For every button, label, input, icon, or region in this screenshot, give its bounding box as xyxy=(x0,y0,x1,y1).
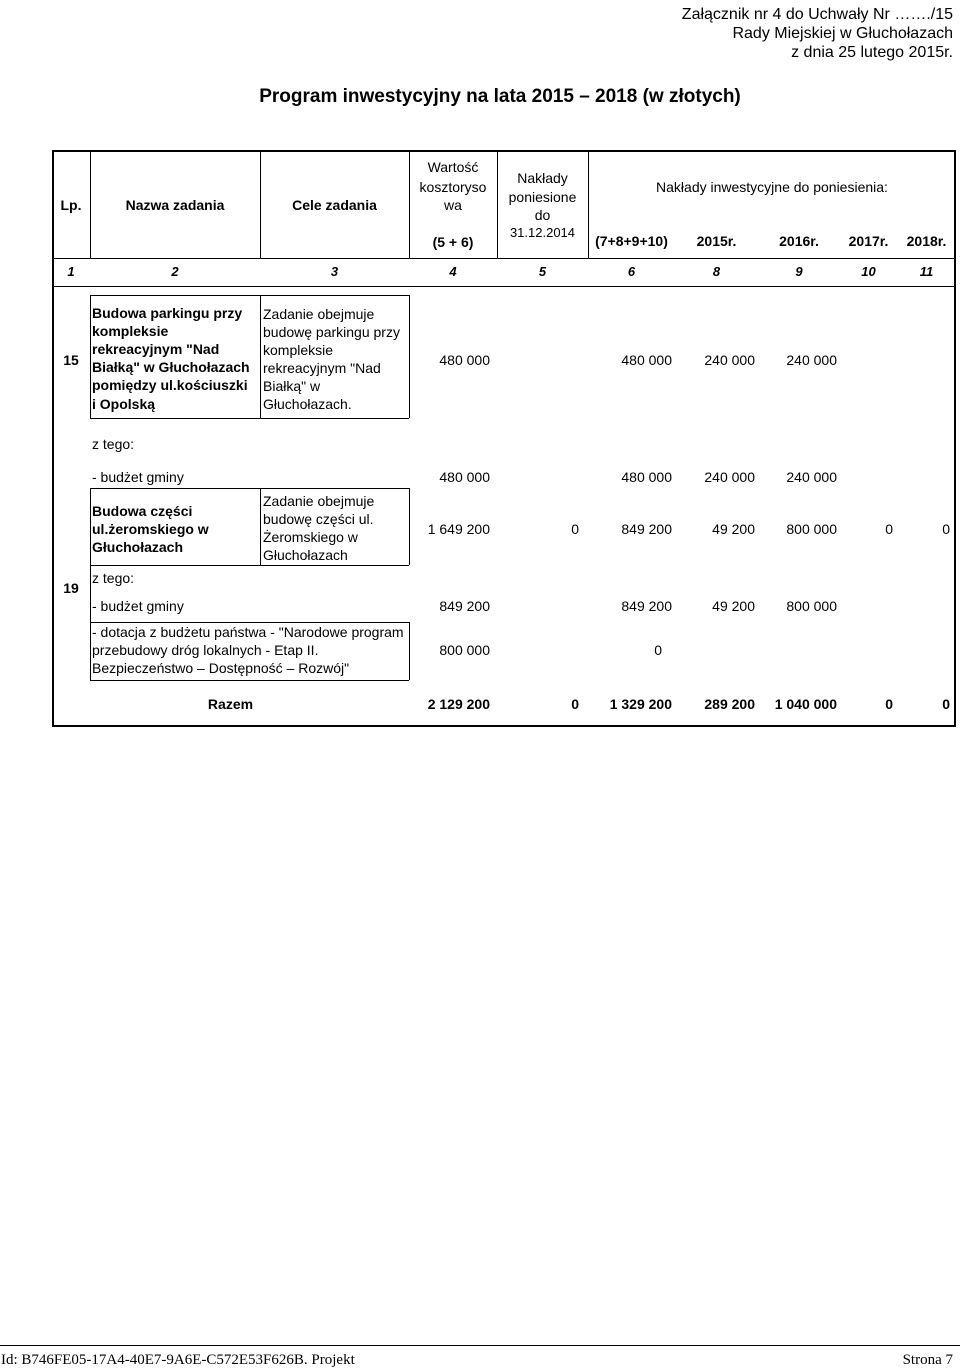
total-label: Razem xyxy=(207,696,254,712)
cell-divider xyxy=(409,488,410,565)
cell-year-2018: 0 xyxy=(942,521,950,537)
cell-year-2015: 240 000 xyxy=(704,469,755,485)
cell-sum: 0 xyxy=(654,642,662,658)
column-number: 5 xyxy=(538,264,547,279)
task-name-line: rekreacyjnym "Nad xyxy=(92,341,220,357)
total-year-2016: 1 040 000 xyxy=(774,696,837,712)
cell-year-2015: 49 200 xyxy=(712,521,755,537)
cell-estimated-value: 480 000 xyxy=(439,352,490,368)
column-number: 9 xyxy=(795,264,803,279)
task-name-line: Głuchołazach xyxy=(92,539,184,555)
task-goal-line: Głuchołazach. xyxy=(263,396,352,412)
cell-estimated-value: 849 200 xyxy=(439,598,490,614)
header-to-be-incurred: Nakłady inwestycyjne do poniesienia: xyxy=(656,179,888,195)
header-estimated-value-formula: (5 + 6) xyxy=(432,234,474,250)
task-goal-line: budowę części ul. xyxy=(263,511,374,527)
header-estimated-value: wa xyxy=(444,197,462,213)
cell-year-2016: 240 000 xyxy=(786,469,837,485)
cell-divider xyxy=(90,488,91,680)
header-incurred-date: 31.12.2014 xyxy=(509,225,576,240)
header-estimated-value: kosztoryso xyxy=(419,179,487,195)
header-lp: Lp. xyxy=(60,197,82,213)
breakdown-label: z tego: xyxy=(92,570,135,586)
header-incurred: Nakłady xyxy=(517,170,568,186)
source-label: - budżet gminy xyxy=(92,598,184,614)
header-year-2016: 2016r. xyxy=(779,233,819,249)
task-name-line: Białką" w Głuchołazach xyxy=(92,359,250,375)
task-goal-line: rekreacyjnym "Nad xyxy=(263,360,381,376)
cell-year-2016: 240 000 xyxy=(786,352,837,368)
cell-rule xyxy=(90,488,409,489)
footer-rule xyxy=(0,1345,960,1346)
cell-year-2016: 800 000 xyxy=(786,598,837,614)
cell-sum: 480 000 xyxy=(621,352,672,368)
cell-divider xyxy=(90,295,91,418)
cell-year-2015: 240 000 xyxy=(704,352,755,368)
cell-sum: 849 200 xyxy=(621,521,672,537)
cell-divider xyxy=(260,488,261,565)
header-year-2017: 2017r. xyxy=(848,233,889,249)
column-number: 4 xyxy=(449,264,457,279)
header-incurred: do xyxy=(534,207,551,223)
task-goal-line: kompleksie xyxy=(263,342,334,358)
total-year-2017: 0 xyxy=(885,696,893,712)
task-name-line: Budowa części xyxy=(92,503,193,519)
column-numbers-bottom-rule xyxy=(52,286,956,287)
total-incurred: 0 xyxy=(571,696,579,712)
cell-incurred: 0 xyxy=(571,521,579,537)
document-id: Id: B746FE05-17A4-40E7-9A6E-C572E53F626B. Projekt xyxy=(1,1352,355,1368)
header-task-goals: Cele zadania xyxy=(292,197,377,213)
source-label: Bezpieczeństwo – Dostępność – Rozwój" xyxy=(92,660,350,676)
cell-year-2016: 800 000 xyxy=(786,521,837,537)
cell-estimated-value: 1 649 200 xyxy=(427,521,490,537)
total-estimated-value: 2 129 200 xyxy=(427,696,490,712)
header-year-2018: 2018r. xyxy=(906,233,947,249)
source-label: - dotacja z budżetu państwa - "Narodowe program xyxy=(92,624,404,640)
total-year-2015: 289 200 xyxy=(704,696,755,712)
header-year-2015: 2015r. xyxy=(696,233,737,249)
row-number: 19 xyxy=(63,580,79,596)
task-goal-line: Głuchołazach xyxy=(263,547,348,563)
header-bottom-rule xyxy=(52,258,956,259)
page-number: Strona 7 xyxy=(902,1352,953,1368)
task-name-line: pomiędzy ul.kościuszki xyxy=(92,377,248,393)
row-number: 15 xyxy=(63,352,79,368)
task-name-line: Budowa parkingu przy xyxy=(92,305,243,321)
attachment-reference: Załącznik nr 4 do Uchwały Nr ……./15 xyxy=(681,6,953,23)
column-number: 10 xyxy=(861,264,876,279)
source-label: - budżet gminy xyxy=(92,469,184,485)
cell-rule xyxy=(90,418,409,419)
resolution-date: z dnia 25 lutego 2015r. xyxy=(791,44,953,61)
cell-sum: 480 000 xyxy=(621,469,672,485)
cell-estimated-value: 800 000 xyxy=(439,642,490,658)
page-title: Program inwestycyjny na lata 2015 – 2018 (w złotych) xyxy=(259,86,741,107)
header-incurred: poniesione xyxy=(508,189,577,205)
column-number: 1 xyxy=(67,264,75,279)
column-number: 6 xyxy=(627,264,636,279)
task-name-line: ul.żeromskiego w xyxy=(92,521,209,537)
header-sum-formula: (7+8+9+10) xyxy=(595,233,668,249)
council-name: Rady Miejskiej w Głuchołazach xyxy=(732,25,953,42)
task-goal-line: Żeromskiego w xyxy=(263,529,358,545)
task-goal-line: Zadanie obejmuje xyxy=(263,493,375,509)
cell-year-2017: 0 xyxy=(885,521,893,537)
task-goal-line: Białką" w xyxy=(263,378,321,394)
task-goal-line: Zadanie obejmuje xyxy=(263,306,375,322)
cell-year-2015: 49 200 xyxy=(712,598,755,614)
cell-rule xyxy=(90,295,409,296)
cell-rule xyxy=(90,565,409,566)
cell-divider xyxy=(409,622,410,680)
total-sum: 1 329 200 xyxy=(609,696,672,712)
cell-divider xyxy=(409,295,410,418)
column-number: 11 xyxy=(919,264,934,279)
header-estimated-value: Wartość xyxy=(427,159,479,175)
column-number: 2 xyxy=(171,264,179,279)
source-label: przebudowy dróg lokalnych - Etap II. xyxy=(92,642,319,658)
cell-divider xyxy=(260,295,261,418)
task-name-line: i Opolską xyxy=(92,396,156,412)
header-task-name: Nazwa zadania xyxy=(125,197,225,213)
column-number: 8 xyxy=(712,264,721,279)
cell-estimated-value: 480 000 xyxy=(439,469,490,485)
cell-rule xyxy=(90,680,409,681)
total-year-2018: 0 xyxy=(942,696,950,712)
breakdown-label: z tego: xyxy=(92,436,135,452)
cell-sum: 849 200 xyxy=(621,598,672,614)
task-goal-line: budowę parkingu przy xyxy=(263,324,400,340)
column-number: 3 xyxy=(330,264,339,279)
task-name-line: kompleksie xyxy=(92,323,169,339)
